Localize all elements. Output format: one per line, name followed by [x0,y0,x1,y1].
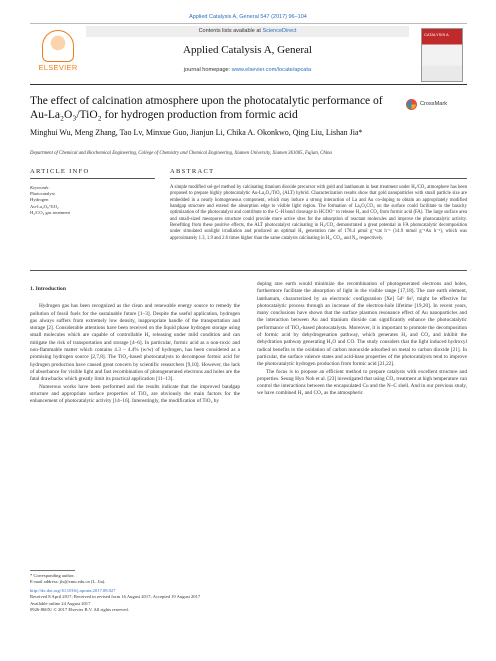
homepage-prefix: journal homepage: [183,67,232,73]
homepage-link[interactable]: www.elsevier.com/locate/apcata [231,67,312,73]
elsevier-logo[interactable] [36,30,80,74]
paragraph: doping rare earth would minimize the recombination of photogenerated electrons and holes, furthermore facilitate the absorption of light in the visible range [17,18]. The rare earth element, lanthanum, characterized by an electronic configuration [Xe] 5d¹ 6s², might be effective for photocatalytic process through an increase of the electron-hole lifetime [19,20]. In recent years, many conclusions have shown that the surface plasmon resonance effect of Au nanoparticles and the interaction between Au and titanium dioxide can significantly enhance the photocatalytic performance of TiO₂-based photocatalysts. Moreover, it is important to promote the decomposition of formic acid by dehydrogenation pathway, which generates H₂ and CO₂ and inhibit the dehydration pathway generating H₂O and CO. The study considers that the light induced hydroxyl radical benefits to the oxidation of carbon monoxide adsorbed on metal to carbon dioxide [21]. In particular, the surface valence states and acid-base properties of the photocatalysts tend to improve the photocatalytic hydrogen production from formic acid [21,22]. [257,281,467,368]
keyword-item: Au-La₂O₃/TiO₂ [30,203,59,209]
contents-prefix: Contents lists available at [198,28,263,34]
keyword-item: Photocatalyst [30,191,55,197]
publisher-name: ELSEVIER [38,63,78,72]
section-title: 1. Introduction [30,286,66,292]
doi-link[interactable]: http://dx.doi.org/10.1016/j.apcata.2017.08.027 [30,588,116,593]
journal-title: Applied Catalysis A, General [183,44,312,56]
left-column [30,286,240,405]
article-title: The effect of calcination atmosphere upon the photocatalytic performance of Au-La₂O₃/TiO₂ for hydrogen production from formic acid [30,95,383,121]
author-list: Minghui Wu, Meng Zhang, Tao Lv, Minxue Guo, Jianjun Li, Chika A. Okonkwo, Qing Liu, Lishan Jia* [30,128,363,137]
right-column [257,281,467,398]
corresponding-author: * Corresponding author. [30,572,75,578]
paragraph: Numerous works have been performed and the results indicate that the improved bandgap structure and appropriate surface properties of TiO₂ are obviously the main factors for the enhancement of photocatalytic activity [14–16]. Interestingly, the modification of TiO₂ by [30,383,240,405]
email-address[interactable]: E-mail address: jls@xmu.edu.cn (L. Jia). [30,578,106,584]
running-header: Applied Catalysis A, General 547 (2017) 96–104 [189,14,307,20]
keywords-block [30,185,150,216]
cover-label: CATALYSIS A [424,32,449,37]
copyright: 0926-860X/ © 2017 Elsevier B.V. All rights reserved. [30,606,129,612]
keyword-item: H₂/CO₂ gas treatment [30,209,70,215]
article-info-heading: ARTICLE INFO [30,168,90,175]
sciencedirect-link[interactable]: ScienceDirect [262,28,297,34]
contents-band [86,26,409,37]
elsevier-tree-icon [42,30,74,62]
footnote [30,570,240,585]
footnote-rule [30,570,75,571]
abstract-heading: ABSTRACT [170,168,215,175]
journal-header [30,23,467,85]
abstract-rule [170,178,467,179]
article-info-rule [30,178,155,179]
paragraph: Hydrogen gas has been recognized as the clean and renewable energy source to remedy the pollution of fossil fuels for the sustainable future [1–3]. Despite the useful application, hydrogen gas always suffers from extremely low density, inappropriate handle of the transportation and storage [2]. Considerable attentions have been received on the liquid phase hydrogen storage using small molecules which are capable of controllable H₂ releasing under mild condition and can mitigate the risk of transportation and storage [4–6]. In particular, formic acid as a non-toxic and non-flammable matter which contains 4.3 – 4.4% (w/w) of hydrogen, has been considered as a promising hydrogen source [2,7,8]. The TiO₂-based photocatalysts to decompose formic acid for hydrogen production have caused great concern by scientific researchers [9,10]. However, the lack of absorbance for visible light and fast recombination of photogenerated electrons and holes are the fatal drawbacks which greatly limit its practical application [11–13]. [30,303,240,383]
publication-info [30,588,330,613]
received-dates: Received 8 April 2017; Received in revised form 16 August 2017; Accepted 19 August 2017 [30,594,201,600]
available-online: Available online 24 August 2017 [30,600,91,606]
crossmark-icon [406,99,417,110]
keyword-item: Hydrogen [30,197,49,203]
crossmark-button[interactable] [406,97,468,113]
journal-cover-thumbnail[interactable] [421,28,463,82]
abstract-bottom-rule [30,270,467,271]
keywords-heading: Keywords: [30,185,50,190]
abstract-text: A simple modified sol-gel method by calcinating titanium dioxide precursor with gold and lanthanum in heat treatment under H₂/CO₂ atmosphere has been proposed to prepare highly photocatalytic Au-La₂O₃/TiO₂ (ALT) hybrid. Characterization results show that gold nanoparticles with small particle size are embedded in a nearly homogeneous component, which may induce a strong interaction of La and Au co-doping to obtain an appropriately modified bandgap structure and extend the absorption edge to visible light region. The formation of La₂O₂CO₃ on the surface could facilitate to the basicity optimization of the photocatalyst and contribute to the C–H bond cleavage in HCOO⁻ to release H₂ and CO₂ from formic acid (FA). The large surface area and small-sized mesopores structure could provide more active sites for the adsorption of reactant molecules and improve the photocatalytic activity. Benefiting from these positive effects, the ALT photocatalyst calcinating in H₂/CO₂ demonstrated a great potential in FA photocatalytic decomposition under simulated sunlight irradiation and produced an optimal H₂ generation rate of 178.4 μmol g⁻¹cat h⁻¹ (14.9 mmol g⁻¹Au h⁻¹), which was approximately 1.3, 1.9 and 2.6 times higher than the same catalysts calcinating in H₂, CO₂, and N₂, respectively. [170,185,467,241]
journal-homepage [86,67,409,73]
crossmark-label: CrossMark [420,101,448,107]
paragraph: The focus is to propose an efficient method to prepare catalysts with excellent structure and properties. Seung Hyo Noh et al. [23] investigated that using CO₂ treatment at high temperature can control the interactions between the encapsulated Cu and the N–C shell. And in our previous study, we have combined H₂ and CO₂ as the atmospheric [257,368,467,397]
affiliation: Department of Chemical and Biochemical Engineering, College of Chemistry and Chemical Engineering, Xiamen University, Xiamen 361005, Fujian, China [30,151,332,156]
